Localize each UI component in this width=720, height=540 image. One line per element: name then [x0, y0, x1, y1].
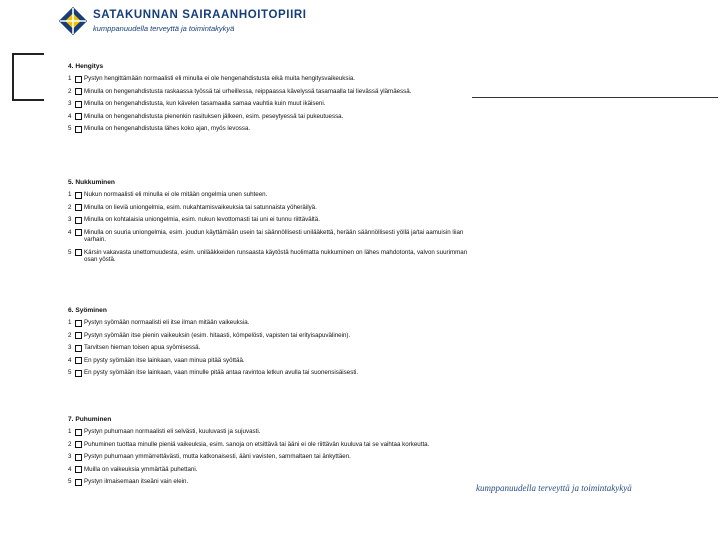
section-title: 5. Nukkuminen	[68, 179, 115, 186]
option-number: 4	[68, 228, 72, 236]
checkbox[interactable]	[75, 204, 82, 211]
option-label: Kärsin vakavasta unettomuudesta, esim. unilääkkeiden runsaasta käytöstä huolimatta nukkuminen on lähes mahdotonta, valvon suurimman osan yöstä.	[84, 248, 468, 263]
option-label: Pystyn syömään itse pienin vaikeuksin (esim. hitaasti, kömpelösti, vapisten tai erityisapuvälinein).	[84, 331, 351, 339]
option-number: 1	[68, 191, 72, 198]
answer-option[interactable]	[68, 319, 470, 327]
option-number: 5	[68, 478, 72, 485]
answer-option[interactable]	[68, 229, 470, 244]
option-label: Pystyn puhumaan ymmärrettävästi, mutta katkonaisesti, ääni vavisten, sammaltaen tai änkyttäen.	[84, 453, 351, 460]
answer-option[interactable]	[68, 369, 470, 377]
frame-bracket	[12, 53, 44, 101]
option-number: 5	[68, 369, 72, 376]
option-label: Puhuminen tuottaa minulle pieniä vaikeuksia, esim. sanoja on etsittävä tai ääni ei ole riittävän kuuluva tai se vaihtaa korkeutta.	[84, 440, 430, 448]
option-number: 4	[68, 112, 72, 120]
checkbox[interactable]	[75, 126, 82, 133]
checkbox[interactable]	[75, 429, 82, 436]
hospital-district-logo	[56, 4, 316, 40]
option-label: Minulla on hengenahdistusta, kun kävelen tasamaalla samaa vauhtia kuin muut ikäiseni.	[84, 100, 326, 107]
option-number: 1	[68, 428, 72, 435]
answer-option[interactable]	[68, 466, 470, 474]
option-label: Minulla on suuria uniongelmia, esim. joudun käyttämään usein tai säännöllisesti unilääkettä, herään säännöllisesti yöllä ja/tai aamuisin liian varhain.	[84, 228, 464, 243]
checkbox[interactable]	[75, 466, 82, 473]
option-label: Nukun normaalisti eli minulla ei ole mitään ongelmia unen suhteen.	[84, 191, 268, 198]
option-label: En pysty syömään itse lainkaan, vaan minua pitää syöttää.	[84, 356, 245, 364]
answer-option[interactable]	[68, 428, 470, 436]
option-label: Pystyn puhumaan normaalisti eli selvästi, kuuluvasti ja sujuvasti.	[84, 428, 261, 435]
section-sleeping	[68, 178, 470, 269]
option-label: Minulla on hengenahdistusta pienenkin rasituksen jälkeen, esim. peseytyessä tai pukeutuessa.	[84, 112, 344, 120]
option-number: 2	[68, 87, 72, 95]
answer-option[interactable]	[68, 478, 470, 486]
section-speaking	[68, 415, 470, 491]
answer-option[interactable]	[68, 100, 470, 108]
option-label: Minulla on hengenahdistusta raskaassa työssä tai urheillessa, reippaassa kävelyssä tasamaalla tai lievässä ylämäessä.	[84, 87, 412, 95]
logo-title: SATAKUNNAN SAIRAANHOITOPIIRI	[93, 9, 307, 21]
checkbox[interactable]	[75, 345, 82, 352]
footer-tagline: kumppanuudella terveyttä ja toimintakykyä	[476, 483, 632, 493]
answer-option[interactable]	[68, 453, 470, 461]
checkbox[interactable]	[75, 192, 82, 199]
option-number: 2	[68, 331, 72, 339]
option-number: 3	[68, 100, 72, 107]
answer-option[interactable]	[68, 357, 470, 365]
option-number: 2	[68, 203, 72, 211]
answer-option[interactable]	[68, 441, 470, 449]
option-number: 4	[68, 465, 72, 473]
answer-option[interactable]	[68, 125, 470, 133]
option-number: 1	[68, 319, 72, 326]
answer-option[interactable]	[68, 204, 470, 212]
answer-option[interactable]	[68, 88, 470, 96]
checkbox[interactable]	[75, 88, 82, 95]
logo-subtitle: kumppanuudella terveyttä ja toimintakykyä	[93, 24, 235, 33]
answer-option[interactable]	[68, 344, 470, 352]
answer-option[interactable]	[68, 191, 470, 199]
answer-option[interactable]	[68, 249, 470, 264]
option-label: Pystyn syömään normaalisti eli itse ilman mitään vaikeuksia.	[84, 319, 250, 326]
section-title: 6. Syöminen	[68, 307, 107, 314]
checkbox[interactable]	[75, 249, 82, 256]
option-number: 2	[68, 440, 72, 448]
answer-option[interactable]	[68, 75, 470, 83]
checkbox[interactable]	[75, 454, 82, 461]
header-divider-line	[472, 97, 718, 98]
answer-option[interactable]	[68, 216, 470, 224]
option-number: 3	[68, 216, 72, 223]
checkbox[interactable]	[75, 76, 82, 83]
checkbox[interactable]	[75, 320, 82, 327]
checkbox[interactable]	[75, 370, 82, 377]
option-label: Pystyn hengittämään normaalisti eli minulla ei ole hengenahdistusta eikä muita hengitysvaikeuksia.	[84, 75, 356, 82]
logo-emblem-icon	[56, 4, 90, 38]
section-breathing	[68, 62, 470, 138]
option-label: Tarvitsen hieman toisen apua syömisessä.	[84, 344, 201, 351]
option-label: Minulla on hengenahdistusta lähes koko ajan, myös levossa.	[84, 125, 251, 132]
section-title: 4. Hengitys	[68, 63, 104, 70]
answer-option[interactable]	[68, 113, 470, 121]
option-label: Pystyn ilmaisemaan itseäni vain elein.	[84, 478, 189, 485]
answer-option[interactable]	[68, 332, 470, 340]
option-number: 5	[68, 125, 72, 132]
checkbox[interactable]	[75, 101, 82, 108]
checkbox[interactable]	[75, 357, 82, 364]
checkbox[interactable]	[75, 332, 82, 339]
checkbox[interactable]	[75, 229, 82, 236]
checkbox[interactable]	[75, 113, 82, 120]
option-label: Muilla on vaikeuksia ymmärtää puhettani.	[84, 465, 198, 473]
checkbox[interactable]	[75, 217, 82, 224]
option-number: 5	[68, 248, 72, 256]
checkbox[interactable]	[75, 479, 82, 486]
option-label: En pysty syömään itse lainkaan, vaan minulle pitää antaa ravintoa letkun avulla tai suonensisäisesti.	[84, 369, 359, 376]
option-number: 1	[68, 75, 72, 82]
option-label: Minulla on kohtalaisia uniongelmia, esim. nukun levottomasti tai uni ei tunnu riittävältä.	[84, 216, 320, 223]
option-label: Minulla on lieviä uniongelmia, esim. nukahtamisvaikeuksia tai satunnaista yöheräilyä.	[84, 203, 317, 211]
option-number: 3	[68, 453, 72, 460]
section-title: 7. Puhuminen	[68, 416, 112, 423]
option-number: 3	[68, 344, 72, 351]
checkbox[interactable]	[75, 441, 82, 448]
option-number: 4	[68, 356, 72, 364]
section-eating	[68, 306, 470, 382]
